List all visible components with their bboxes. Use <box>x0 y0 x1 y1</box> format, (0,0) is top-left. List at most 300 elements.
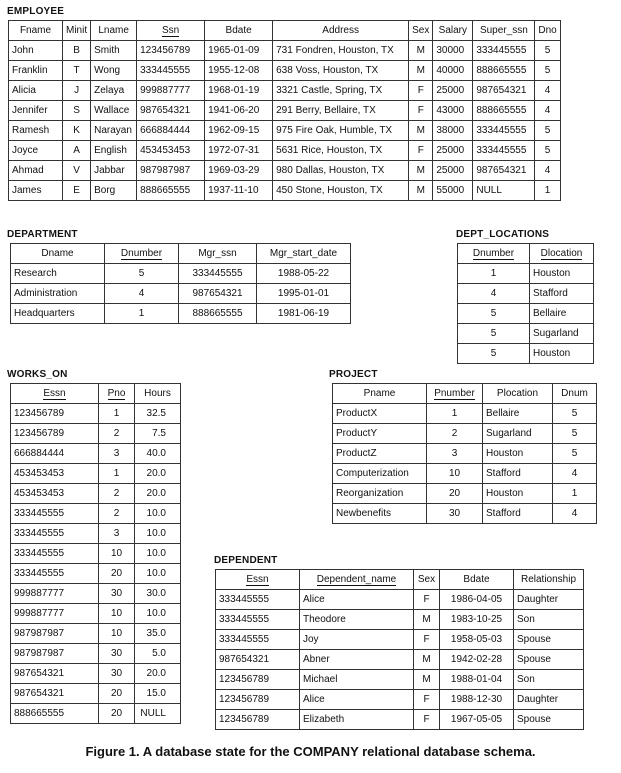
table-cell: 1 <box>427 404 483 424</box>
table-cell: 333445555 <box>216 610 300 630</box>
table-cell: John <box>9 41 63 61</box>
table-cell: ProductX <box>333 404 427 424</box>
table-row <box>9 81 561 101</box>
table-cell: Smith <box>91 41 137 61</box>
table-cell: 1968-01-19 <box>205 81 273 101</box>
table-cell: 1942-02-28 <box>440 650 514 670</box>
works-on-table <box>10 383 181 724</box>
table-row <box>9 121 561 141</box>
table-cell: 10.0 <box>135 604 181 624</box>
table-cell: M <box>409 161 433 181</box>
table-cell: 333445555 <box>11 564 99 584</box>
dependent-table <box>215 569 584 730</box>
header-row <box>216 570 584 590</box>
table-cell: 291 Berry, Bellaire, TX <box>273 101 409 121</box>
table-cell: 20 <box>99 684 135 704</box>
column-header <box>414 570 440 590</box>
table-cell: 55000 <box>433 181 473 201</box>
table-cell: 5 <box>458 344 530 364</box>
project-table <box>332 383 597 524</box>
table-cell: 5 <box>553 404 597 424</box>
table-row <box>333 444 597 464</box>
column-header-label: Hours <box>144 388 171 399</box>
table-row <box>11 484 181 504</box>
column-header-label: Salary <box>438 25 468 36</box>
table-cell: M <box>414 650 440 670</box>
column-header <box>105 244 179 264</box>
table-cell: Theodore <box>300 610 414 630</box>
column-header-label: Pname <box>363 388 396 399</box>
table-cell: Borg <box>91 181 137 201</box>
table-cell: 1965-01-09 <box>205 41 273 61</box>
table-cell: Narayan <box>91 121 137 141</box>
table-cell: 638 Voss, Houston, TX <box>273 61 409 81</box>
column-header-label: Bdate <box>463 574 490 585</box>
table-cell: Son <box>514 670 584 690</box>
table-cell: 20 <box>99 704 135 724</box>
column-header-label: Essn <box>246 574 269 585</box>
table-cell: 453453453 <box>11 484 99 504</box>
table-cell: 15.0 <box>135 684 181 704</box>
column-header <box>63 21 91 41</box>
table-cell: Sugarland <box>530 324 594 344</box>
table-cell: F <box>414 690 440 710</box>
table-cell: M <box>409 61 433 81</box>
table-cell: 20 <box>99 564 135 584</box>
table-cell: F <box>409 81 433 101</box>
table-cell: F <box>414 590 440 610</box>
table-cell: 333445555 <box>11 544 99 564</box>
table-cell: 5631 Rice, Houston, TX <box>273 141 409 161</box>
table-cell: 20 <box>427 484 483 504</box>
table-cell: 3 <box>427 444 483 464</box>
table-cell: 123456789 <box>11 404 99 424</box>
table-cell: 40000 <box>433 61 473 81</box>
table-cell: 333445555 <box>216 590 300 610</box>
table-row <box>11 704 181 724</box>
table-cell: Stafford <box>483 464 553 484</box>
table-row <box>458 344 594 364</box>
table-cell: 975 Fire Oak, Humble, TX <box>273 121 409 141</box>
table-cell: E <box>63 181 91 201</box>
table-cell: 123456789 <box>11 424 99 444</box>
table-cell: ProductY <box>333 424 427 444</box>
table-row <box>9 161 561 181</box>
table-cell: Ahmad <box>9 161 63 181</box>
column-header <box>216 570 300 590</box>
table-row <box>11 604 181 624</box>
table-cell: 1972-07-31 <box>205 141 273 161</box>
dependent-title: DEPENDENT <box>214 555 278 566</box>
table-row <box>458 324 594 344</box>
table-cell: Alice <box>300 590 414 610</box>
column-header-label: Pnumber <box>434 388 475 399</box>
table-cell: 333445555 <box>216 630 300 650</box>
table-cell: 333445555 <box>473 121 535 141</box>
header-row <box>333 384 597 404</box>
table-row <box>11 264 351 284</box>
department-relation <box>8 227 351 324</box>
table-cell: 5 <box>458 324 530 344</box>
column-header <box>205 21 273 41</box>
table-cell: 1958-05-03 <box>440 630 514 650</box>
table-cell: Bellaire <box>483 404 553 424</box>
table-cell: 888665555 <box>473 101 535 121</box>
table-cell: 35.0 <box>135 624 181 644</box>
table-row <box>9 141 561 161</box>
column-header <box>473 21 535 41</box>
table-cell: 30 <box>99 644 135 664</box>
table-cell: Abner <box>300 650 414 670</box>
table-cell: 987987987 <box>11 624 99 644</box>
table-cell: NULL <box>135 704 181 724</box>
table-cell: M <box>414 610 440 630</box>
table-cell: S <box>63 101 91 121</box>
table-row <box>9 101 561 121</box>
table-cell: Newbenefits <box>333 504 427 524</box>
table-cell: 10 <box>427 464 483 484</box>
table-cell: Spouse <box>514 650 584 670</box>
table-cell: 5 <box>105 264 179 284</box>
table-cell: 4 <box>553 464 597 484</box>
table-cell: 987654321 <box>473 161 535 181</box>
column-header-label: Sex <box>417 574 436 585</box>
table-cell: 450 Stone, Houston, TX <box>273 181 409 201</box>
column-header <box>427 384 483 404</box>
table-cell: 10.0 <box>135 564 181 584</box>
table-row <box>216 710 584 730</box>
table-cell: Reorganization <box>333 484 427 504</box>
table-cell: 123456789 <box>216 710 300 730</box>
column-header <box>553 384 597 404</box>
table-cell: 1 <box>535 181 560 201</box>
table-cell: 25000 <box>433 161 473 181</box>
table-cell: 123456789 <box>216 690 300 710</box>
table-row <box>11 464 181 484</box>
table-cell: Wong <box>91 61 137 81</box>
table-cell: 3321 Castle, Spring, TX <box>273 81 409 101</box>
table-cell: 43000 <box>433 101 473 121</box>
table-cell: Alicia <box>9 81 63 101</box>
column-header <box>99 384 135 404</box>
table-cell: Ramesh <box>9 121 63 141</box>
column-header-label: Pno <box>107 388 126 399</box>
table-row <box>11 404 181 424</box>
table-cell: 987987987 <box>137 161 205 181</box>
table-cell: 888665555 <box>473 61 535 81</box>
table-cell: 20.0 <box>135 484 181 504</box>
table-cell: 38000 <box>433 121 473 141</box>
table-cell: 333445555 <box>11 524 99 544</box>
table-cell: 4 <box>535 81 560 101</box>
table-cell: 987654321 <box>137 101 205 121</box>
table-cell: F <box>409 101 433 121</box>
column-header-label: Dno <box>538 25 557 36</box>
table-cell: M <box>409 41 433 61</box>
table-cell: 5 <box>553 424 597 444</box>
table-row <box>11 624 181 644</box>
table-row <box>11 304 351 324</box>
table-cell: 1988-01-04 <box>440 670 514 690</box>
table-cell: Jennifer <box>9 101 63 121</box>
table-cell: 1967-05-05 <box>440 710 514 730</box>
column-header <box>458 244 530 264</box>
table-row <box>11 684 181 704</box>
column-header <box>409 21 433 41</box>
column-header-label: Dnumber <box>120 248 163 259</box>
table-cell: Bellaire <box>530 304 594 324</box>
table-cell: F <box>414 710 440 730</box>
table-cell: 5 <box>535 61 560 81</box>
table-row <box>216 690 584 710</box>
column-header-label: Dnum <box>561 388 588 399</box>
table-cell: 3 <box>99 444 135 464</box>
dept-locations-table <box>457 243 594 364</box>
table-row <box>11 664 181 684</box>
table-row <box>9 41 561 61</box>
table-row <box>11 584 181 604</box>
table-cell: F <box>414 630 440 650</box>
column-header-label: Ssn <box>162 25 180 36</box>
table-cell: M <box>414 670 440 690</box>
table-cell: NULL <box>473 181 535 201</box>
table-cell: 7.5 <box>135 424 181 444</box>
employee-table <box>8 20 561 201</box>
table-cell: 1 <box>458 264 530 284</box>
table-row <box>458 264 594 284</box>
table-row <box>333 484 597 504</box>
table-cell: 1 <box>99 404 135 424</box>
column-header <box>514 570 584 590</box>
table-cell: 4 <box>458 284 530 304</box>
table-cell: Daughter <box>514 690 584 710</box>
employee-relation <box>8 4 561 201</box>
table-cell: Headquarters <box>11 304 105 324</box>
table-cell: 10.0 <box>135 524 181 544</box>
column-header-label: Plocation <box>496 388 539 399</box>
column-header-label: Relationship <box>520 574 577 585</box>
table-cell: 666884444 <box>11 444 99 464</box>
table-cell: Wallace <box>91 101 137 121</box>
table-cell: 1981-06-19 <box>257 304 351 324</box>
table-cell: 5 <box>535 121 560 141</box>
table-cell: 1 <box>105 304 179 324</box>
table-cell: Spouse <box>514 710 584 730</box>
table-cell: 1983-10-25 <box>440 610 514 630</box>
table-cell: Stafford <box>530 284 594 304</box>
table-cell: 987654321 <box>11 684 99 704</box>
column-header <box>530 244 594 264</box>
table-row <box>333 424 597 444</box>
table-cell: 30000 <box>433 41 473 61</box>
header-row <box>11 244 351 264</box>
table-row <box>216 590 584 610</box>
table-cell: 1 <box>553 484 597 504</box>
table-cell: 30 <box>427 504 483 524</box>
project-relation <box>330 367 597 524</box>
table-cell: Administration <box>11 284 105 304</box>
table-row <box>458 284 594 304</box>
table-cell: 123456789 <box>216 670 300 690</box>
table-cell: Zelaya <box>91 81 137 101</box>
column-header-label: Dependent_name <box>316 574 397 585</box>
table-cell: Daughter <box>514 590 584 610</box>
column-header <box>333 384 427 404</box>
table-row <box>9 61 561 81</box>
column-header <box>535 21 560 41</box>
table-cell: 4 <box>535 101 560 121</box>
table-cell: Research <box>11 264 105 284</box>
department-title: DEPARTMENT <box>7 229 78 240</box>
table-cell: 10 <box>99 624 135 644</box>
table-cell: 980 Dallas, Houston, TX <box>273 161 409 181</box>
header-row <box>9 21 561 41</box>
table-cell: 123456789 <box>137 41 205 61</box>
table-row <box>11 284 351 304</box>
table-cell: 333445555 <box>473 141 535 161</box>
column-header <box>483 384 553 404</box>
table-cell: 666884444 <box>137 121 205 141</box>
table-cell: 30 <box>99 584 135 604</box>
table-cell: 20.0 <box>135 464 181 484</box>
table-row <box>11 644 181 664</box>
table-cell: M <box>409 121 433 141</box>
table-cell: 5 <box>458 304 530 324</box>
table-cell: Houston <box>483 444 553 464</box>
table-cell: English <box>91 141 137 161</box>
table-cell: Michael <box>300 670 414 690</box>
table-cell: Computerization <box>333 464 427 484</box>
table-cell: James <box>9 181 63 201</box>
table-cell: 40.0 <box>135 444 181 464</box>
table-cell: Franklin <box>9 61 63 81</box>
employee-title: EMPLOYEE <box>7 6 65 17</box>
table-cell: 5 <box>553 444 597 464</box>
table-cell: 20.0 <box>135 664 181 684</box>
table-cell: 333445555 <box>137 61 205 81</box>
table-cell: 888665555 <box>137 181 205 201</box>
table-cell: Alice <box>300 690 414 710</box>
column-header-label: Dnumber <box>472 248 515 259</box>
table-cell: 453453453 <box>11 464 99 484</box>
header-row <box>458 244 594 264</box>
column-header-label: Mgr_start_date <box>269 248 338 259</box>
dependent-relation <box>215 553 584 730</box>
table-cell: 1941-06-20 <box>205 101 273 121</box>
table-cell: 888665555 <box>179 304 257 324</box>
table-cell: 25000 <box>433 141 473 161</box>
table-cell: 1988-12-30 <box>440 690 514 710</box>
figure-caption: Figure 1. A database state for the COMPANY relational database schema. <box>85 744 536 759</box>
table-row <box>333 464 597 484</box>
table-cell: Houston <box>483 484 553 504</box>
column-header-label: Fname <box>19 25 52 36</box>
table-cell: F <box>409 141 433 161</box>
column-header <box>11 244 105 264</box>
table-cell: Houston <box>530 264 594 284</box>
table-cell: M <box>409 181 433 201</box>
table-cell: Joy <box>300 630 414 650</box>
table-cell: 2 <box>99 504 135 524</box>
project-title: PROJECT <box>329 369 378 380</box>
dept-locations-title: DEPT_LOCATIONS <box>456 229 550 240</box>
table-row <box>216 670 584 690</box>
table-cell: 1995-01-01 <box>257 284 351 304</box>
table-cell: B <box>63 41 91 61</box>
table-cell: Jabbar <box>91 161 137 181</box>
table-cell: 1988-05-22 <box>257 264 351 284</box>
table-cell: 25000 <box>433 81 473 101</box>
table-cell: 10.0 <box>135 504 181 524</box>
table-row <box>11 444 181 464</box>
table-cell: 1962-09-15 <box>205 121 273 141</box>
table-cell: 1986-04-05 <box>440 590 514 610</box>
table-cell: 2 <box>427 424 483 444</box>
table-cell: 333445555 <box>473 41 535 61</box>
table-cell: 333445555 <box>179 264 257 284</box>
table-cell: 4 <box>535 161 560 181</box>
table-cell: 5 <box>535 141 560 161</box>
table-cell: Spouse <box>514 630 584 650</box>
table-cell: 30.0 <box>135 584 181 604</box>
column-header-label: Super_ssn <box>479 25 528 36</box>
table-cell: Elizabeth <box>300 710 414 730</box>
column-header-label: Dname <box>41 248 74 259</box>
table-cell: 4 <box>553 504 597 524</box>
table-cell: 453453453 <box>137 141 205 161</box>
table-cell: 10.0 <box>135 544 181 564</box>
table-cell: 987654321 <box>179 284 257 304</box>
table-cell: 999887777 <box>11 584 99 604</box>
table-cell: 1955-12-08 <box>205 61 273 81</box>
table-cell: 2 <box>99 424 135 444</box>
table-cell: 5.0 <box>135 644 181 664</box>
table-row <box>216 610 584 630</box>
table-row <box>333 504 597 524</box>
table-cell: 999887777 <box>11 604 99 624</box>
table-cell: Houston <box>530 344 594 364</box>
table-row <box>458 304 594 324</box>
table-cell: 987987987 <box>11 644 99 664</box>
table-cell: 333445555 <box>11 504 99 524</box>
department-table <box>10 243 351 324</box>
table-cell: 32.5 <box>135 404 181 424</box>
column-header <box>440 570 514 590</box>
works-on-title: WORKS_ON <box>7 369 68 380</box>
table-row <box>9 181 561 201</box>
column-header-label: Essn <box>43 388 66 399</box>
table-cell: Joyce <box>9 141 63 161</box>
column-header <box>257 244 351 264</box>
table-cell: 1 <box>99 464 135 484</box>
column-header <box>433 21 473 41</box>
column-header-label: Dlocation <box>540 248 583 259</box>
table-cell: Son <box>514 610 584 630</box>
table-cell: 5 <box>535 41 560 61</box>
table-cell: K <box>63 121 91 141</box>
table-cell: 2 <box>99 484 135 504</box>
column-header-label: Mgr_ssn <box>198 248 237 259</box>
table-row <box>216 650 584 670</box>
table-row <box>11 544 181 564</box>
table-cell: J <box>63 81 91 101</box>
table-cell: Stafford <box>483 504 553 524</box>
table-cell: ProductZ <box>333 444 427 464</box>
header-row <box>11 384 181 404</box>
table-cell: 1937-11-10 <box>205 181 273 201</box>
column-header <box>9 21 63 41</box>
column-header <box>137 21 205 41</box>
